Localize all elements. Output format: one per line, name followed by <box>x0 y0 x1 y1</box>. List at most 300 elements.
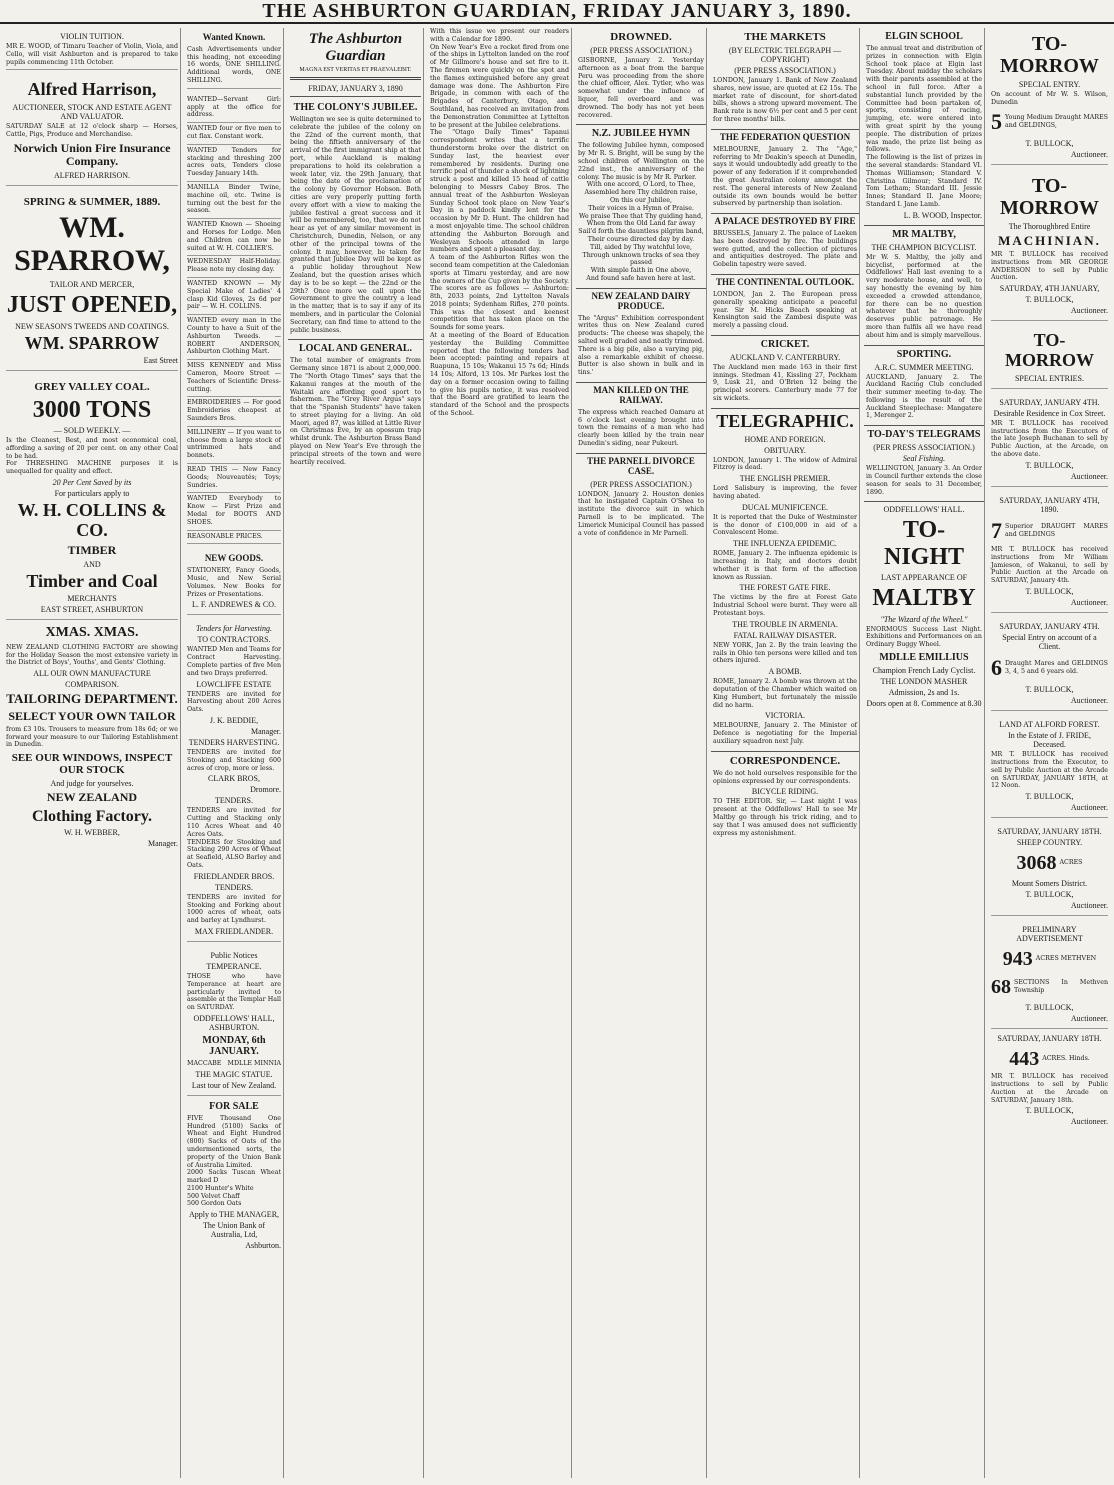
land-heading: LAND AT ALFORD FOREST. <box>999 720 1100 730</box>
masthead: THE ASHBURTON GUARDIAN, FRIDAY JANUARY 3, 1890. <box>0 0 1114 24</box>
divider <box>711 751 859 752</box>
tenders-harvesting-2: TENDERS HARVESTING. <box>188 737 280 747</box>
residence-text: MR T. BULLOCK has received instructions from the Executors of the late Joseph Buchanan to sell by Public Auction, at the Arcade, on the above date. <box>991 419 1108 459</box>
harrison-ad <box>6 75 178 186</box>
jubilee-heading: THE COLONY'S JUBILEE. <box>293 102 418 113</box>
continental-article <box>713 278 857 330</box>
bicycle-text: TO THE EDITOR. Sir, — Last night I was present at the Oddfellows' Hall to see Mr Maltby go through his trick riding, and to say that I was amused does not sufficiently express my astonishment. <box>713 798 857 837</box>
new-goods: NEW GOODS. <box>204 553 264 564</box>
methven-row <box>991 945 1108 973</box>
classified-item: WANTED every man in the County to have a Suit of the Ashburton Tweeds. — ROBERT ANDERSON, Ashburton Clothing Mart. <box>187 315 281 360</box>
elgin-heading: ELGIN SCHOOL <box>885 31 963 42</box>
dromore: Dromore. <box>250 785 281 795</box>
correspondence-note: We do not hold ourselves responsible for the opinions expressed by our correspondents. <box>713 769 857 785</box>
alfred-harrison: ALFRED HARRISON. <box>53 171 130 181</box>
cricket-article <box>713 339 857 403</box>
hymn-article <box>578 128 704 282</box>
and-label: AND <box>83 559 101 569</box>
column-4 <box>428 28 572 1478</box>
bullock: T. BULLOCK, <box>1025 460 1074 470</box>
doors: Doors open at 8. Commence at 8.30 <box>866 699 982 709</box>
see-windows: SEE OUR WINDOWS, INSPECT OUR STOCK <box>11 752 173 777</box>
victoria-text: MELBOURNE, January 2. The Minister of Defence is negotiating for the Imperial auxiliary squadron next July. <box>713 722 857 745</box>
classified-item: WANTED—Servant Girl: apply at the office for address. <box>187 94 281 123</box>
telegraphic-heading: TELEGRAPHIC. <box>716 410 854 431</box>
divider <box>576 288 706 289</box>
sparrow-ad <box>6 191 178 371</box>
public-notices <box>187 947 281 1096</box>
auctioneer: Auctioneer. <box>1070 306 1108 316</box>
max-friedlander: MAX FRIEDLANDER. <box>194 926 274 936</box>
news-article <box>430 28 569 418</box>
classified-list <box>187 94 281 544</box>
violin-heading: VIOLIN TUITION. <box>60 32 124 41</box>
sections-row <box>991 973 1108 1001</box>
column-8 <box>989 28 1110 1478</box>
special-entry-client: Special Entry on account of a Client. <box>1002 633 1097 652</box>
divider <box>864 225 984 226</box>
armenia-heading: THE TROUBLE IN ARMENIA. <box>732 619 838 629</box>
sat-4th-b: SATURDAY, JANUARY 4TH. <box>999 622 1100 632</box>
local-article <box>290 343 421 466</box>
auctioneer: Auctioneer. <box>1070 696 1108 706</box>
sporting-heading: SPORTING. <box>896 348 952 360</box>
preliminary: PRELIMINARY ADVERTISEMENT <box>1016 925 1083 944</box>
parnell-article <box>578 457 704 538</box>
draught-text: MR T. BULLOCK has received instructions from Mr William Jamieson, of Wakanui, to sell by Public Auction at the Arcade on SATURDAY, January 4th. <box>991 546 1108 585</box>
acres-count: 943 <box>1002 948 1033 971</box>
auction-geldings <box>991 618 1108 711</box>
harrison-heading: Alfred Harrison, <box>27 79 157 100</box>
just-opened: JUST OPENED, <box>6 292 178 319</box>
friedlander: FRIEDLANDER BROS. <box>193 871 275 881</box>
six-count: 6 <box>991 655 1002 681</box>
particulars: For particulars apply to <box>54 488 130 498</box>
local-text: The total number of emigrants from Germany since 1871 is about 2,000,000. The "North Otago Times" says that the Kakanui ranges at the mouth of the Waitaki are affording good sport to fishermen. The "Grey River Argus" says that the "Spanish Students" have taken to street playing for a living. An old Maori, aged 87, was killed at Little River on Christmas Eve, by an opossum trap whilst drunk. The Ashburton Brass Band played on New Year's Eve through the principal streets of the town and were heartily received. <box>290 357 421 466</box>
hymn-line: Sail'd forth the dauntless pilgrim band, <box>578 228 704 236</box>
classified-item: EMBROIDERIES — For good Embroideries cheapest at Saunders Bros. <box>187 397 281 426</box>
todays-telegrams <box>866 429 982 496</box>
auctioneer: Auctioneer. <box>1070 1117 1108 1127</box>
drowned-heading: DROWNED. <box>610 31 672 43</box>
calendar-note: With this issue we present our readers with a Calendar for 1890. <box>430 28 569 43</box>
last-tour: Last tour of New Zealand. <box>191 1080 277 1090</box>
hymn-line: With simple faith in One above, <box>590 267 692 275</box>
hymn-line: We praise Thee that Thy guiding hand, <box>579 212 703 220</box>
maccabe: MACCABE <box>187 1059 222 1067</box>
hymn-line: And found safe haven here at last. <box>586 275 696 283</box>
tenders-text-2: TENDERS for Stooking and Stacking 290 Acres of Wheat at Seafield, ALSO Barley and Oats. <box>187 838 281 869</box>
telegraph-note: (BY ELECTRIC TELEGRAPH — COPYRIGHT) <box>728 46 842 65</box>
dairy-article <box>578 292 704 377</box>
saturday-4th-1890: SATURDAY, JANUARY 4TH, 1890. <box>999 495 1100 514</box>
dairy-text: The "Argus" Exhibition correspondent writes thus on New Zealand cured products: 'The cheese was shapely, the salted well graded and neatly trimmed. There is a big pile, also a varying pig, also a remarkable exhibit of cheese. Butter is also shown in bulk and in tins.' <box>578 314 704 377</box>
column-1 <box>4 28 181 1478</box>
sold-weekly: — SOLD WEEKLY. — <box>53 425 131 435</box>
federation-text: MELBOURNE, January 2. The "Age," referring to Mr Deakin's speech at Dunedin, says it would undoubtedly add greatly to the power of any federation if it comprehended the great Australian colony amongst the rest. The general interests of New Zealand outside its own bounds would be better subserved by partnership than isolation. <box>713 145 857 208</box>
arc-text: AUCKLAND, January 2. The Auckland Racing Club concluded their summer meeting to-day. The following is the result of the Auckland Steeplechase: Mangatere 1, Merenger 2. <box>866 373 982 420</box>
forest-heading: THE FOREST GATE FIRE. <box>739 583 831 593</box>
hymn-line: With one accord, O Lord, to Thee, <box>586 181 696 189</box>
federation-article <box>713 133 857 208</box>
auctioneer: Auctioneer. <box>1070 803 1108 813</box>
tonight-ad <box>866 505 982 708</box>
residence-heading: Desirable Residence in Cox Street. <box>993 408 1106 418</box>
east-st-ashburton: EAST STREET, ASHBURTON <box>40 605 144 615</box>
cricket-text: The Auckland men made 163 in their first innings. Stedman 41, Kissling 27, Peckham 9, Lusk 21, and O'Brien 12 being the principal scorers. Canterbury made 77 for six wickets. <box>713 363 857 403</box>
hymn-line: On this our Jubilee, <box>609 197 672 205</box>
continental-text: LONDON, Jan 2. The European press generally speaking anticipate a peaceful year. Sir M. Hicks Beach speaking at Kensington said the Zambesi dispute was merely a passing cloud. <box>713 290 857 330</box>
fatal-text: NEW YORK, Jan 2. By the train leaving the rails in Ohio ten persons were killed and ten others injured. <box>713 641 857 665</box>
spring-heading: SPRING & SUMMER, 1889. <box>23 196 161 209</box>
news-text-3: A team of the Ashburton Rifles won the second team competition at the Caledonian sports at Timaru yesterday, and are now the owners of the Cup given by the Society. The scores are as follows — Ashburton: 8th, 2033 points, 2nd Lyttelton Navals 2018 points; Sydenham Rifles, 270 points. This was the closest and keenest competition that has taken place on the Sounds for some years. <box>430 254 569 332</box>
divider <box>711 408 859 409</box>
judge: And judge for yourselves. <box>50 779 134 789</box>
premier-text: Lord Salisbury is improving, the fever having abated. <box>713 485 857 501</box>
merchants: MERCHANTS <box>67 594 117 604</box>
palace-text: BRUSSELS, January 2. The palace of Laeken has been destroyed by fire. The buildings were gutted, and the collection of pictures and antiquities destroyed. The plate and Gobelin tapestry were saved. <box>713 230 857 269</box>
hymn-line: Their voices in a Hymn of Praise. <box>588 204 694 212</box>
dairy-heading: NEW ZEALAND DAIRY PRODUCE. <box>591 290 691 311</box>
auction-residence <box>991 394 1108 487</box>
maccabe-row <box>187 1060 281 1068</box>
oddfellows: ODDFELLOWS' HALL. <box>883 505 965 515</box>
nz-label: NEW ZEALAND <box>46 790 138 805</box>
magic-statue: THE MAGIC STATUE. <box>195 1069 273 1079</box>
divider <box>290 96 421 97</box>
young-mares: Young Medium Draught MARES and GELDINGS, <box>1005 113 1108 129</box>
select-tailor: SELECT YOUR OWN TAILOR <box>8 708 176 723</box>
acres-row <box>991 849 1108 877</box>
railway-article <box>578 386 704 448</box>
draught-row <box>991 516 1108 546</box>
hymn-heading: N.Z. JUBILEE HYMN <box>591 128 691 140</box>
standard-list: The following is the list of prizes in the several standards: Standard VI. Thomas Williamson; Standard V. Christina Gilmour; Standard IV. Tom Letham; Standard III. Jessie Innes; Standard II. Jane Moore; Standard I. Jane Lamb. <box>866 154 982 208</box>
minnia: MDLLE MINNIA <box>227 1059 281 1067</box>
tenders-heading: TENDERS. <box>215 796 253 806</box>
factory-ad <box>6 625 178 848</box>
auction-land <box>991 716 1108 818</box>
bullock: T. BULLOCK, <box>1025 587 1074 597</box>
collins-name: W. H. COLLINS & CO. <box>17 499 167 540</box>
divider <box>711 335 859 336</box>
sparrow-name: WM. SPARROW, <box>14 211 170 278</box>
tomorrow-heading: TO-MORROW <box>1000 174 1099 219</box>
auction-hinds <box>991 1034 1108 1126</box>
wanted-men: WANTED Men and Teams for Contract Harvesting. Complete parties of five Men and two Drays preferred. <box>187 646 281 677</box>
classified-item: MANILLA Binder Twine, machine oil, etc. Twine is turning out the best for the season. <box>187 182 281 219</box>
stationery-text: STATIONERY, Fancy Goods, Music, and New Serial Volumes. New Books for Prizes or Presentations. <box>187 567 281 598</box>
sections-label: SECTIONS In Methven Township <box>1014 979 1108 995</box>
auction-2 <box>991 170 1108 321</box>
enormous-text: ENORMOUS Success Last Night. Exhibitions and Performances on an Ordinary Buggy Wheel. <box>866 625 982 649</box>
sale-item: 500 Gordon Oats <box>187 1200 242 1208</box>
cricket-heading: CRICKET. <box>760 338 810 350</box>
markets-text: LONDON, January 1. Bank of New Zealand shares, new issue, are quoted at £2 15s. The market rate of discount, for short-dated bills, shows a strong upward movement. The Bank rate is now 6½ per cent and 5 per cent for three months' bills. <box>713 77 857 124</box>
bullock: T. BULLOCK, <box>1025 1106 1074 1116</box>
webber: W. H. WEBBER, <box>64 828 120 838</box>
classified-item: WANTED Everybody to Know — First Prize and Medal for BOOTS AND SHOES. <box>187 493 281 530</box>
hymn-line: Till, aided by Thy watchful love, <box>590 243 692 251</box>
bomb-heading: A BOMB. <box>768 667 802 677</box>
five-count: 5 <box>991 108 1002 134</box>
news-text-2: The "Otago Daily Times" Tapanui correspondent writes that a terrific thunderstorm broke over the district on Sunday last, the heaviest ever remembered by residents. During one terrific peal of thunder a shock of lightning struck a post and killed 15 head of cattle belonging to Messrs Cabey Bros. The annual treat of the Ashburton Wesleyan Sunday School took place on New Year's Day in a paddock kindly lent for the occasion by Mr D. Hunt. The children had a most enjoyable time. The school children attending the Ashburton Borough and Wesleyan Schools attended in large numbers and spent a pleasant day. <box>430 129 569 254</box>
inspector: L. B. WOOD, Inspector. <box>903 210 982 220</box>
victoria-heading: VICTORIA. <box>764 711 806 721</box>
parnell-text: LONDON, January 2. Houston denies that he instigated Captain O'Shea to institute the divorce suit in which Parnell is to be implicated. The Limerick Municipal Council has passed a vote of confidence in Mr Parnell. <box>578 490 704 537</box>
classified-item: WANTED Tenders for stacking and threshing 200 acres oats, Tenders close Tuesday January 14th. <box>187 145 281 182</box>
factory-text: NEW ZEALAND CLOTHING FACTORY are showing for the Holiday Season the most extensive variety in the District of Boys', Youths', and Gents' Clothing. <box>6 643 178 667</box>
tailor-sub: TAILOR AND MERCER, <box>49 280 135 290</box>
clothing-factory: Clothing Factory. <box>32 807 152 825</box>
seal-text: WELLINGTON, January 3. An Order in Council further extends the close season for seals to 31 December, 1890. <box>866 465 982 496</box>
press-assoc: (PER PRESS ASSOCIATION.) <box>734 66 836 76</box>
mount-somers: Mount Somers District. <box>1011 879 1088 889</box>
auctioneer: Auctioneer. <box>1070 901 1108 911</box>
special-entries: SPECIAL ENTRIES. <box>1014 373 1085 383</box>
tomorrow-heading: TO-MORROW <box>1000 33 1099 77</box>
classified-item: WANTED four or five men to cut flax. Constant work. <box>187 123 281 145</box>
column-3 <box>288 28 424 1478</box>
east-street: East Street <box>143 356 178 366</box>
land-text: MR T. BULLOCK has received instructions from the Executor, to sell by Public Auction at the Arcade on SATURDAY, JANUARY 18TH, at 12 Noon. <box>991 751 1108 790</box>
sale-text: FIVE Thousand One Hundred (5100) Sacks of Wheat and Eight Hundred (800) Sacks of Oats of the undermentioned sorts, the property of the Union Bank of Australia Limited. <box>187 1114 281 1169</box>
auction-3 <box>991 326 1108 389</box>
influenza-text: ROME, January 2. The influenza epidemic is increasing in Italy, and doctors doubt whether it is that form of the affection known as Russian. <box>713 550 857 581</box>
markets-heading: THE MARKETS <box>744 31 826 43</box>
bullock: T. BULLOCK, <box>1025 890 1074 900</box>
violin-ad <box>6 28 178 70</box>
harvest-tenders <box>187 620 281 942</box>
comparison: COMPARISON. <box>65 680 119 690</box>
cash-ads-notice: Cash Advertisements under this heading, not exceeding 16 words, ONE SHILLING. Additional words, ONE SHILLING. <box>187 45 281 85</box>
columns <box>4 28 1110 1478</box>
tomorrow-heading: TO-MORROW <box>1005 330 1094 371</box>
geldings-row <box>991 653 1108 683</box>
ducal-heading: DUCAL MUNIFICENCE. <box>742 502 828 512</box>
machinian: MACHINIAN. <box>998 232 1101 248</box>
todays-heading: TO-DAY'S TELEGRAMS <box>867 429 981 441</box>
correspondence-heading: CORRESPONDENCE. <box>729 754 841 767</box>
for-sale-ad <box>187 1101 281 1251</box>
auctioneer: Auctioneer. <box>1070 1014 1108 1024</box>
ducal-text: It is reported that the Duke of Westminster is the donor of £100,000 in aid of a Convalescent Home. <box>713 513 857 537</box>
harrison-sub: AUCTIONEER, STOCK AND ESTATE AGENT AND VALUATOR. <box>12 103 172 122</box>
markets-article <box>713 31 857 124</box>
threshing-text: For THRESHING MACHINE purposes it is unequalled for quality and effect. <box>6 460 178 476</box>
saturday-jan-4: SATURDAY, JANUARY 4TH. <box>999 397 1100 407</box>
bullock: T. BULLOCK, <box>1025 1003 1074 1013</box>
geldings: Draught Mares and GELDINGS 3, 4, 5 and 6 years old. <box>1005 660 1108 676</box>
new-goods-ad <box>187 549 281 615</box>
divider <box>576 124 706 125</box>
andrewes: L. F. ANDREWES & CO. <box>191 600 277 610</box>
bullock: T. BULLOCK, <box>1025 685 1074 695</box>
influenza-heading: THE INFLUENZA EPIDEMIC. <box>733 539 837 549</box>
jubilee-text: Wellington we see is quite determined to celebrate the jubilee of the colony on the 22nd of the current month, that being the fiftieth anniversary of the arrival of the first immigrant ship at that port, while Auckland is making preparations to hold its celebration a week later, viz. the 29th January, that being the date of the proclamation of the colony by Governor Hobson. Both cities are very properly putting forth every effort with a view to making the jubilee festival a great success and it will be remembered, too, that we do not hear as yet of any similar movement in Christchurch, Dunedin, Nelson, or any other of the principal towns of the colony. It may, however, be taken for granted that Jubilee Day will be kept as a public holiday throughout New Zealand, but the question arises which day is to be so kept — the 22nd or the 29th? Once more we call upon the Government to give the country a lead in the matter, that is to say if any of its members, and in particular the Colonial Secretary, can find time to attend to the public business. <box>290 116 421 334</box>
temperance-text: THOSE who have Temperance at heart are particularly invited to assemble at the Templar Hall on SATURDAY. <box>187 972 281 1012</box>
seal-heading: Seal Fishing. <box>902 454 946 464</box>
monday-6th: MONDAY, 6th JANUARY. <box>202 1034 266 1057</box>
auction-methven <box>991 921 1108 1029</box>
elgin-text: The annual treat and distribution of prizes in connection with Elgin School took place at Elgin last Tuesday. About midday the scholars with their parents assembled at the school in full force. After a substantial lunch provided by the Committee had been partaken of, sports, consisting of racing, jumping, etc. were entered into with great spirit by the young people. The distribution of prizes was made, the prize list being as follows. <box>866 45 982 154</box>
bomb-text: ROME, January 2. A bomb was thrown at the deputation of the Chamber which waited on King Humbert, but fortunately the missile did no harm. <box>713 678 857 709</box>
press-assoc: (PER PRESS ASSOCIATION.) <box>590 46 692 56</box>
classified-item: MISS KENNEDY and Miss Cameron, Moore Street — Teachers of Scientific Dress-cutting. <box>187 360 281 397</box>
motto: MAGNA EST VERITAS ET PRAEVALEBIT. <box>299 67 412 73</box>
cricket-sub: AUCKLAND V. CANTERBURY. <box>729 352 841 362</box>
column-7 <box>864 28 985 1478</box>
hymn-line: Through unknown tracks of sea they passed <box>582 251 700 267</box>
news-text-4: At a meeting of the Board of Education yesterday the Building Committee reported that the following tenders had been accepted: painting and repairs at Ruapuna, 15 10s; Wakanui 15 7s 6d; Hinds 14 10s; Alford, 13 10s. Mr Parkes lost the day on a former occasion owing to failing to give his pupils notice, it was resolved that the Board are gratified to learn the standard of the School and the prospects of the School. <box>430 332 569 418</box>
oddfellows-hall: ODDFELLOWS' HALL, ASHBURTON. <box>193 1013 275 1032</box>
continental-heading: THE CONTINENTAL OUTLOOK. <box>715 277 855 288</box>
premier-heading: THE ENGLISH PREMIER. <box>739 474 831 484</box>
divider <box>864 501 984 502</box>
hinds-text: MR T. BULLOCK has received instructions to sell by Public Auction at the Arcade on SATURDAY, January 18th. <box>991 1073 1108 1104</box>
classified-item: WANTED Known — Shoeing and Horses for Lodge. Men and Children can now be suited at W. H. COLLIER'S. <box>187 219 281 256</box>
acres-word: ACRES <box>1059 859 1083 867</box>
local-heading: LOCAL AND GENERAL. <box>298 343 413 355</box>
divider <box>864 425 984 426</box>
railway-text: The express which reached Oamaru at 6 o'clock last evening brought into town the remains of a man who had clearly been killed by the train near Dunedin's siding, near Pukeuri. <box>578 408 704 447</box>
paper-title: The Ashburton Guardian <box>308 31 403 64</box>
elgin-article <box>866 31 982 220</box>
tenders-text-3: TENDERS are invited for Stooking and Forking about 1000 acres of wheat, oats and barley at Lyndhurst. <box>187 893 281 925</box>
last-appearance: LAST APPEARANCE OF <box>880 573 968 583</box>
lowcliffe-text: TENDERS are invited for Harvesting about 200 Acres Oats. <box>187 690 281 714</box>
arc-heading: A.R.C. SUMMER MEETING. <box>874 362 974 372</box>
methven-acres: ACRES METHVEN <box>1035 955 1097 963</box>
grey-valley: GREY VALLEY COAL. <box>34 381 150 394</box>
classified-item: WEDNESDAY Half-Holiday. Please note my closing day. <box>187 256 281 278</box>
emillius-sub: Champion French Lady Cyclist. <box>872 666 976 676</box>
emillius: MDLLE EMILLIUS <box>879 652 969 664</box>
sat-18th: SATURDAY, JANUARY 18TH. <box>997 827 1102 837</box>
land-estate: In the Estate of J. FRIDE, Deceased. <box>1008 731 1091 750</box>
bullock: T. BULLOCK, <box>1025 295 1074 305</box>
parnell-heading: THE PARNELL DIVORCE CASE. <box>587 455 695 476</box>
wanted-known <box>187 28 281 89</box>
divider <box>864 345 984 346</box>
drowned-text: GISBORNE, January 2. Yesterday afternoon as a boat from the barque Peru was proceeding from the shore the chief officer, Alex. Tytler, who was somewhat under the influence of liquor, fell overboard and was drowned. The body has not yet been recovered. <box>578 57 704 119</box>
maltby-text: Mr W. S. Maltby, the jolly and bicyclist, performed at the Oddfellows' Hall last evening to a very moderate house, and well, to say honestly the evening by him exceeded a crowded attendance, for there can be no question whatever that he thoroughly deserves public patronage. He more than fulfils all we have read about him and is simply marvellous. <box>866 253 982 339</box>
maltby-name: MALTBY <box>872 585 976 612</box>
wanted-heading: Wanted Known. <box>202 32 266 42</box>
obituary-heading: OBITUARY. <box>764 445 806 455</box>
classified-item: MILLINERY — If you want to choose from a large stock of untrimmed hats and bonnets. <box>187 427 281 464</box>
acres-count: 443 <box>1009 1048 1040 1071</box>
beddie: J. K. BEDDIE, <box>209 715 259 725</box>
federation-heading: THE FEDERATION QUESTION <box>719 131 851 142</box>
tenders-text: TENDERS are invited for Cutting and Stacking only 110 Acres Wheat and 40 Acres Oats. <box>187 807 281 838</box>
hinds-label: ACRES. Hinds. <box>1042 1055 1090 1063</box>
timber-label: TIMBER <box>67 542 117 557</box>
column-5 <box>576 28 707 1478</box>
per-cent: 20 Per Cent Saved by its <box>52 477 132 487</box>
tons-heading: 3000 TONS <box>32 396 152 423</box>
mr-bullock-text: MR T. BULLOCK has received instructions from MR GEORGE ANDERSON to sell by Public Auction. <box>991 251 1108 282</box>
classified-item: WANTED KNOWN — My Special Make of Ladies' 4 clasp Kid Gloves, 2s 6d per pair — W. H. COLLINS. <box>187 278 281 315</box>
masher: THE LONDON MASHER <box>880 677 968 687</box>
violin-text: MR E. WOOD, of Timaru Teacher of Violin, Viola, and Cello, will visit Ashburton and is prepared to take pupils commencing 11th October. <box>6 43 178 66</box>
railway-heading: MAN KILLED ON THE RAILWAY. <box>593 384 689 405</box>
hymn-line: When from the Old Land far away <box>586 220 696 228</box>
divider <box>288 339 423 340</box>
hymn-line: Assembled here Thy children raise, <box>584 189 698 197</box>
special-entry: SPECIAL ENTRY. <box>1018 80 1081 89</box>
clark-bros: CLARK BROS, <box>207 774 260 784</box>
tenders-harvesting: Tenders for Harvesting. <box>196 624 272 634</box>
bicycle-heading: BICYCLE RIDING. <box>751 787 819 797</box>
norwich-heading: Norwich Union Fire Insurance Company. <box>13 140 171 168</box>
palace-article <box>713 217 857 269</box>
auctioneer: Auctioneer. <box>1070 471 1108 481</box>
union-bank: The Union Bank of Australia, Ltd, <box>203 1221 265 1240</box>
xmas-heading: XMAS. XMAS. <box>45 625 139 641</box>
divider <box>290 77 421 80</box>
obituary-text: LONDON, January 1. The widow of Admiral Fitzroy is dead. <box>713 456 857 472</box>
divider <box>576 453 706 454</box>
tenders-heading-2: TENDERS. <box>215 882 253 892</box>
auction-1 <box>991 28 1108 165</box>
public-notices-heading: Public Notices <box>210 950 258 960</box>
sheep-country: SHEEP COUNTRY. <box>1016 838 1083 848</box>
acres-count: 3068 <box>1016 852 1057 875</box>
champion-sub: THE CHAMPION BICYCLIST. <box>871 242 977 252</box>
sat-sale-text: SATURDAY SALE at 12 o'clock sharp — Horses, Cattle, Pigs, Produce and Merchandise. <box>6 123 178 138</box>
paper-title-block <box>290 31 421 97</box>
news-text-1: On New Year's Eve a rocket fired from one of the ships in Lyttelton landed on the roof of Mr Gillmore's house and set fire to it. The firemen were quickly on the spot and the flames extinguished before any great damage was done. The Ashburton Fire Brigade, in common with each of the Brigades of Canterbury, Otago, and Southland, has received an invitation from the Demonstration Committee at Lyttelton to be present at the Jubilee celebrations. <box>430 43 569 129</box>
timber-coal: Timber and Coal <box>26 570 158 591</box>
divider <box>711 213 859 214</box>
sale-item: 500 Velvet Chaff <box>187 1192 240 1200</box>
maltby-article <box>866 229 982 340</box>
auctioneer: Auctioneer. <box>1070 149 1108 159</box>
select-text: from £3 10s. Trousers to measure from 18s 6d; or we forward your measure to our Tailoring Establishment in Dunedin. <box>6 725 178 749</box>
coal-text: Is the Cleanest, Best, and most economical coal, affording a saving of 20 per cent. on any other Coal to be had. <box>6 436 178 460</box>
column-6 <box>711 28 860 1478</box>
ashburton: Ashburton. <box>245 1241 281 1251</box>
tailoring-dept: TAILORING DEPARTMENT. <box>6 691 178 707</box>
draught-mares: Superior DRAUGHT MARES and GELDINGS <box>1005 523 1108 538</box>
divider <box>711 129 859 130</box>
home-foreign: HOME AND FOREIGN. <box>744 434 826 444</box>
thoroughbred: The Thoroughbred Entire <box>1008 221 1091 231</box>
sale-item: 2100 Hunter's White <box>187 1184 254 1192</box>
wizard: "The Wizard of the Wheel." <box>880 614 968 624</box>
column-2 <box>185 28 284 1478</box>
webber-manager: Manager. <box>148 839 178 849</box>
tweeds-sub: NEW SEASON'S TWEEDS AND COATINGS. <box>15 321 169 331</box>
bullock: T. BULLOCK, <box>1025 138 1074 148</box>
divider <box>576 382 706 383</box>
beddie-manager: Manager. <box>251 726 281 736</box>
lowcliffe: LOWCLIFFE ESTATE <box>196 679 272 689</box>
hymn-line: Their course directed day by day. <box>587 236 695 244</box>
auction-draught <box>991 492 1108 613</box>
hymn-intro: The following Jubilee hymn, composed by Mr R. S. Bright, will be sung by the school children of Wellington on the 22nd inst., the anniversary of the colony. The music is by Mr R. Parker. <box>578 142 704 181</box>
maltby-heading: MR MALTBY, <box>892 228 956 240</box>
palace-heading: A PALACE DESTROYED BY FIRE <box>714 216 856 227</box>
issue-date: FRIDAY, JANUARY 3, 1890 <box>308 84 403 93</box>
classified-item: READ THIS — New Fancy Goods; Nouveautés; Toys; Sundries. <box>187 464 281 493</box>
sporting-article <box>866 349 982 421</box>
correspondence-article <box>713 755 857 838</box>
sections-count: 68 <box>991 976 1011 999</box>
account-text: On account of Mr W. S. Wilson, Dunedin <box>991 91 1108 106</box>
divider <box>711 274 859 275</box>
